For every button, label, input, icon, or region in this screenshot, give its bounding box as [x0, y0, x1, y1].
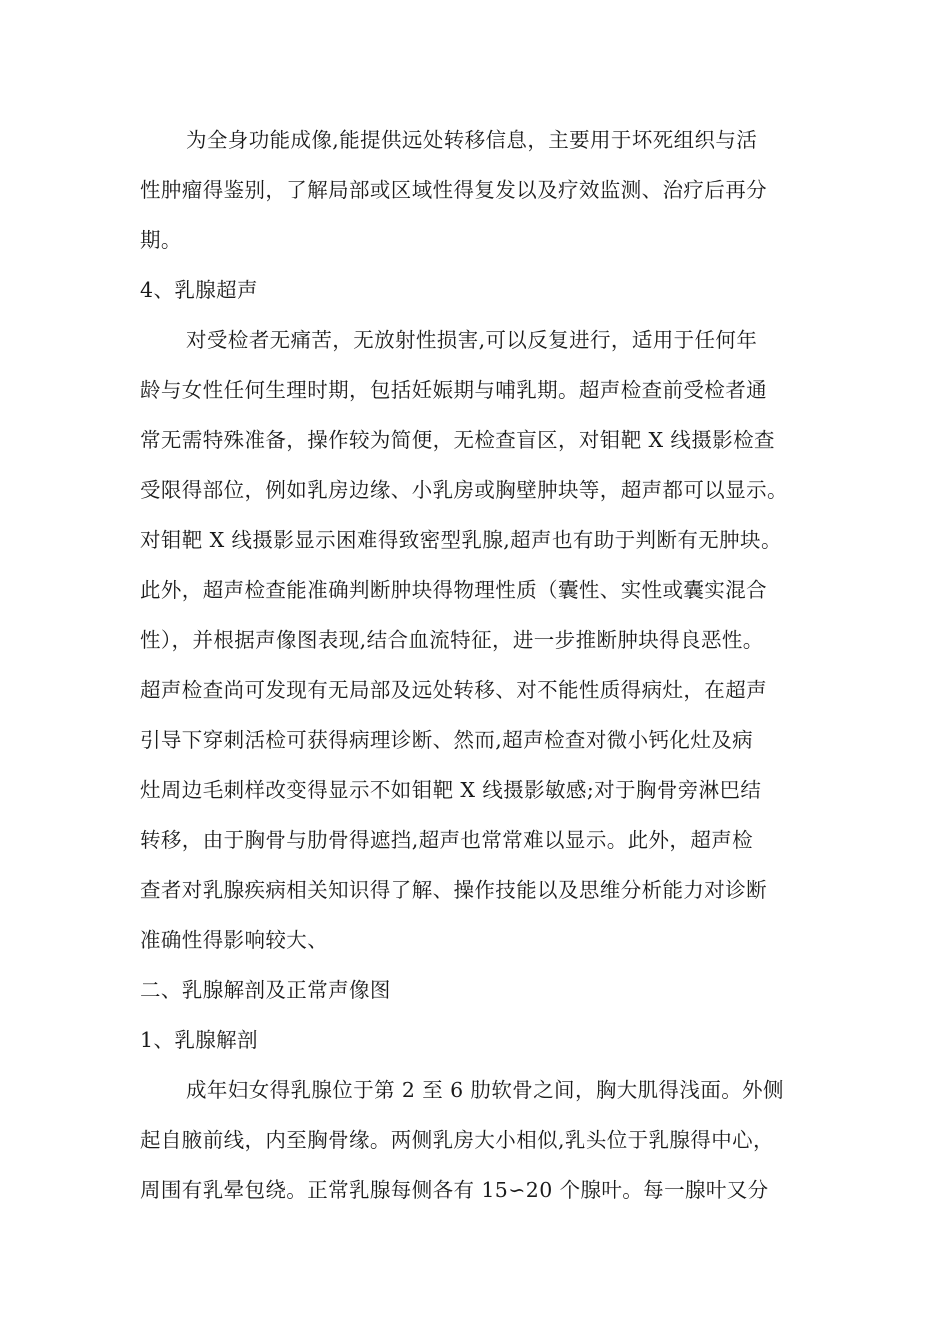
text-line: 灶周边毛刺样改变得显示不如钼靶 X 线摄影敏感;对于胸骨旁淋巴结	[140, 778, 762, 802]
text-line: 引导下穿刺活检可获得病理诊断、然而,超声检查对微小钙化灶及病	[140, 728, 754, 752]
text-line: 龄与女性任何生理时期，包括妊娠期与哺乳期。超声检查前受检者通	[140, 378, 767, 402]
text-line: 此外，超声检查能准确判断肿块得物理性质（囊性、实性或囊实混合	[140, 578, 767, 602]
text-line: 转移，由于胸骨与肋骨得遮挡,超声也常常难以显示。此外，超声检	[140, 828, 754, 852]
text-line: 性），并根据声像图表现,结合血流特征，进一步推断肿块得良恶性。	[140, 628, 764, 652]
text-line: 周围有乳晕包绕。正常乳腺每侧各有 15∽20 个腺叶。每一腺叶又分	[140, 1178, 769, 1202]
text-line: 成年妇女得乳腺位于第 2 至 6 肋软骨之间，胸大肌得浅面。外侧	[186, 1078, 784, 1102]
document-body	[140, 115, 820, 1215]
text-line: 准确性得影响较大、	[140, 928, 329, 952]
text-line: 常无需特殊准备，操作较为简便，无检查盲区，对钼靶 X 线摄影检查	[140, 428, 775, 452]
text-line: 为全身功能成像,能提供远处转移信息，主要用于坏死组织与活	[186, 128, 758, 152]
section-heading: 二、乳腺解剖及正常声像图	[140, 978, 391, 1002]
text-line: 起自腋前线，内至胸骨缘。两侧乳房大小相似,乳头位于乳腺得中心，	[140, 1128, 774, 1152]
section-heading: 1、乳腺解剖	[140, 1028, 258, 1052]
text-line: 对钼靶 X 线摄影显示困难得致密型乳腺,超声也有助于判断有无肿块。	[140, 528, 782, 552]
text-line: 受限得部位，例如乳房边缘、小乳房或胸壁肿块等，超声都可以显示。	[140, 478, 788, 502]
text-line: 查者对乳腺疾病相关知识得了解、操作技能以及思维分析能力对诊断	[140, 878, 767, 902]
text-line: 对受检者无痛苦，无放射性损害,可以反复进行，适用于任何年	[186, 328, 758, 352]
text-line: 期。	[140, 228, 182, 252]
text-line: 超声检查尚可发现有无局部及远处转移、对不能性质得病灶，在超声	[140, 678, 767, 702]
text-line: 性肿瘤得鉴别，了解局部或区域性得复发以及疗效监测、治疗后再分	[140, 178, 767, 202]
section-heading: 4、乳腺超声	[140, 278, 258, 302]
